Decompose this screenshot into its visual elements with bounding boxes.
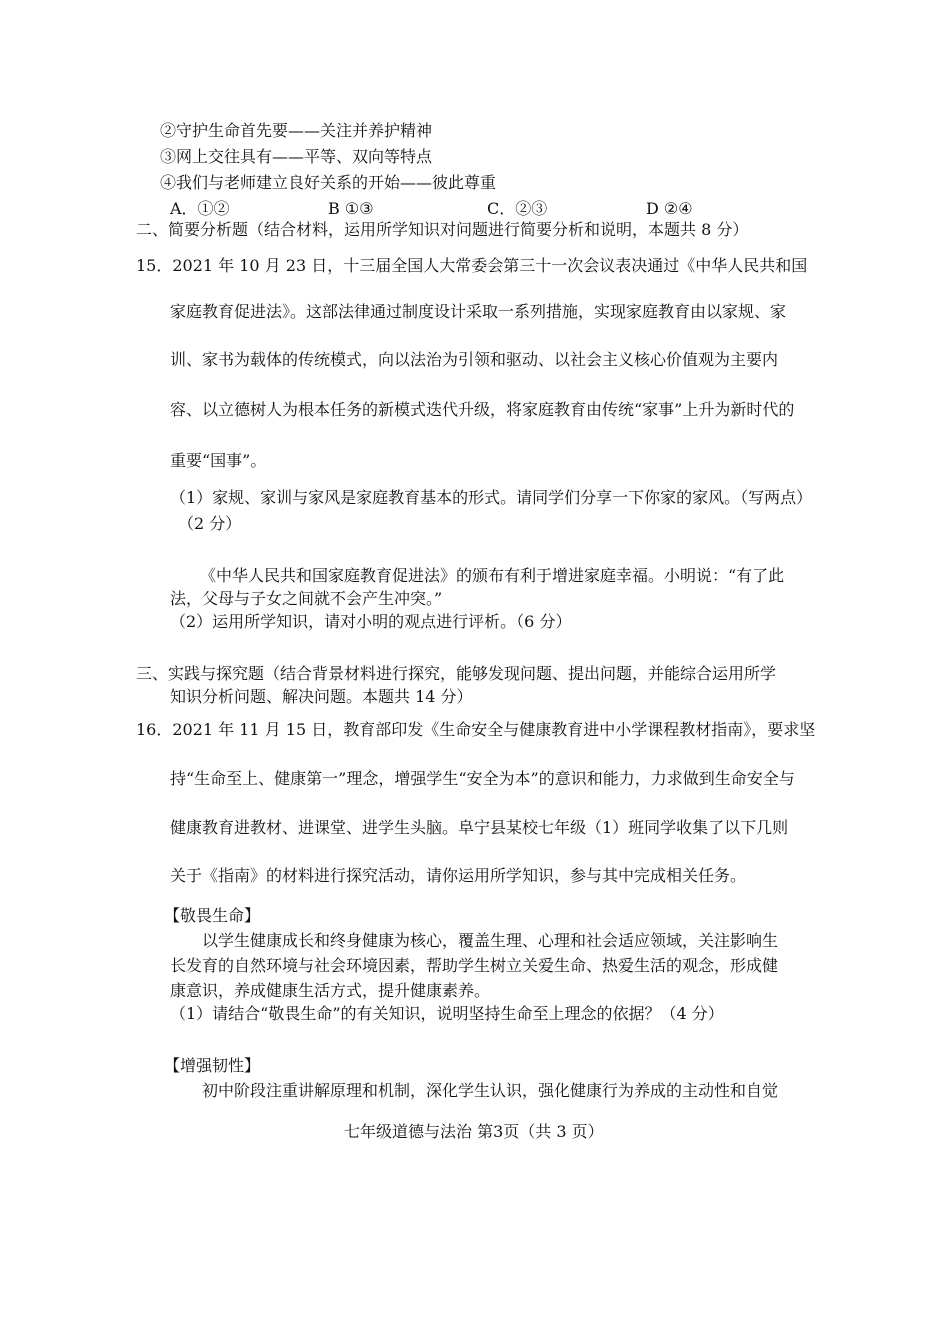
block2-title: 【增强韧性】 bbox=[164, 1056, 261, 1075]
q15-line-1: 15．2021 年 10 月 23 日，十三届全国人大常委会第三十一次会议表决通过《中华人民共和国 bbox=[136, 256, 808, 275]
page-footer: 七年级道德与法治 第3页（共 3 页） bbox=[344, 1122, 604, 1141]
q15-line-4: 容、以立德树人为根本任务的新模式迭代升级，将家庭教育由传统“家事”上升为新时代的 bbox=[170, 400, 795, 419]
q16-line-3: 健康教育进教材、进课堂、进学生头脑。阜宁县某校七年级（1）班同学收集了以下几则 bbox=[170, 818, 789, 837]
option-a: A．①② bbox=[170, 199, 230, 218]
q16-line-1: 16．2021 年 11 月 15 日，教育部印发《生命安全与健康教育进中小学课程教材指南》，要求坚 bbox=[136, 720, 816, 739]
q15-sub1-line1: （1）家规、家训与家风是家庭教育基本的形式。请同学们分享一下你家的家风。（写两点） bbox=[170, 488, 813, 507]
prev-item-2: ②守护生命首先要——关注并养护精神 bbox=[160, 121, 433, 140]
q15-material-line2: 法，父母与子女之间就不会产生冲突。” bbox=[170, 589, 443, 608]
q15-material-line1: 《中华人民共和国家庭教育促进法》的颁布有利于增进家庭幸福。小明说：“有了此 bbox=[200, 566, 785, 585]
block1-title: 【敬畏生命】 bbox=[164, 906, 261, 925]
section2-heading: 二、简要分析题（结合材料，运用所学知识对问题进行简要分析和说明，本题共 8 分） bbox=[136, 220, 749, 239]
block2-line-1: 初中阶段注重讲解原理和机制，深化学生认识，强化健康行为养成的主动性和自觉 bbox=[202, 1081, 779, 1100]
q15-sub2: （2）运用所学知识，请对小明的观点进行评析。（6 分） bbox=[170, 612, 572, 631]
block1-line-3: 康意识，养成健康生活方式，提升健康素养。 bbox=[170, 981, 491, 1000]
q15-sub1-line2: （2 分） bbox=[178, 514, 242, 533]
q15-line-2: 家庭教育促进法》。这部法律通过制度设计采取一系列措施，实现家庭教育由以家规、家 bbox=[170, 302, 787, 321]
option-d: D ②④ bbox=[646, 199, 693, 218]
block1-line-2: 长发育的自然环境与社会环境因素，帮助学生树立关爱生命、热爱生活的观念，形成健 bbox=[170, 956, 779, 975]
prev-item-4: ④我们与老师建立良好关系的开始——彼此尊重 bbox=[160, 173, 497, 192]
prev-item-3: ③网上交往具有——平等、双向等特点 bbox=[160, 147, 433, 166]
q16-line-2: 持“生命至上、健康第一”理念，增强学生“安全为本”的意识和能力，力求做到生命安全与 bbox=[170, 769, 795, 788]
q15-line-5: 重要“国事”。 bbox=[170, 451, 267, 470]
q15-line-3: 训、家书为载体的传统模式，向以法治为引领和驱动、以社会主义核心价值观为主要内 bbox=[170, 350, 779, 369]
block1-line-1: 以学生健康成长和终身健康为核心，覆盖生理、心理和社会适应领域，关注影响生 bbox=[202, 931, 779, 950]
section3-heading-line2: 知识分析问题、解决问题。本题共 14 分） bbox=[170, 687, 473, 706]
option-b: B ①③ bbox=[328, 199, 374, 218]
section3-heading-line1: 三、实践与探究题（结合背景材料进行探究，能够发现问题、提出问题，并能综合运用所学 bbox=[136, 664, 777, 683]
block1-question: （1）请结合“敬畏生命”的有关知识，说明坚持生命至上理念的依据？（4 分） bbox=[170, 1004, 724, 1023]
option-c: C．②③ bbox=[487, 199, 548, 218]
q16-line-4: 关于《指南》的材料进行探究活动，请你运用所学知识，参与其中完成相关任务。 bbox=[170, 866, 747, 885]
